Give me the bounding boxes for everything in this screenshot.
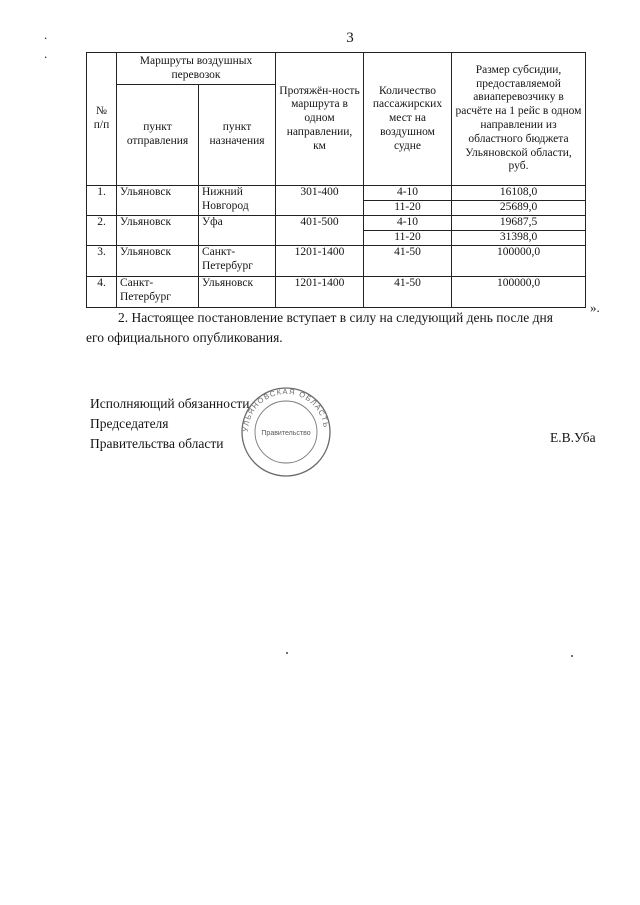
subsidy-cell: 19687,5 (452, 216, 586, 231)
signatory-name: Е.В.Уба (550, 430, 596, 445)
closing-quote: ». (590, 300, 600, 315)
stamp-ring-text: УЛЬЯНОВСКАЯ ОБЛАСТЬ (240, 386, 331, 433)
margin-mark: . (44, 27, 48, 42)
subsidy-routes-table (86, 52, 586, 308)
row-number: 2. (87, 216, 117, 246)
signature-title-line: Председателя (90, 415, 169, 431)
length-cell: 401-500 (276, 216, 364, 246)
departure-cell: Ульяновск (117, 186, 199, 216)
table-row (87, 277, 586, 308)
length-cell: 1201-1400 (276, 277, 364, 308)
header-subsidy: Размер субсидии, предоставляемой авиаперевозчику в расчёте на 1 рейс в одном направлении из областного бюджета Ульяновской области, руб. (452, 53, 586, 186)
signature-title-line: Правительства области (90, 435, 224, 451)
svg-text:УЛЬЯНОВСКАЯ ОБЛАСТЬ (241, 387, 331, 432)
seats-cell: 4-10 (364, 186, 452, 201)
table-row (87, 246, 586, 277)
header-seats: Количество пассажирских мест на воздушном судне (364, 53, 452, 186)
subsidy-cell: 25689,0 (452, 201, 586, 216)
seats-cell: 41-50 (364, 277, 452, 308)
subsidy-cell: 31398,0 (452, 231, 586, 246)
margin-mark: . (44, 46, 48, 61)
signature-title-line: Исполняющий обязанности (90, 396, 250, 411)
seats-cell: 11-20 (364, 231, 452, 246)
length-cell: 1201-1400 (276, 246, 364, 277)
destination-cell: Уфа (199, 216, 276, 246)
table-row (87, 216, 586, 231)
seats-cell: 41-50 (364, 246, 452, 277)
length-cell: 301-400 (276, 186, 364, 216)
destination-cell: Ульяновск (199, 277, 276, 308)
scan-speck (571, 655, 573, 657)
scan-speck (286, 652, 288, 654)
row-number: 3. (87, 246, 117, 277)
header-routes-group: Маршруты воздушных перевозок (117, 53, 276, 85)
page-number: 3 (346, 30, 354, 46)
destination-cell: Санкт-Петербург (199, 246, 276, 277)
official-stamp (238, 384, 334, 480)
signature-block (90, 394, 249, 454)
header-destination: пункт назначения (199, 85, 276, 186)
stamp-center-text: Правительство (261, 430, 311, 437)
departure-cell: Ульяновск (117, 246, 199, 277)
row-number: 1. (87, 186, 117, 216)
destination-cell: Нижний Новгород (199, 186, 276, 216)
paragraph-line: 2. Настоящее постановление вступает в силу на следующий день после дня (118, 310, 553, 325)
paragraph-line: его официального опубликования. (86, 329, 283, 345)
header-length: Протяжён-ность маршрута в одном направлении, км (276, 53, 364, 186)
departure-cell: Санкт-Петербург (117, 277, 199, 308)
header-departure: пункт отправления (117, 85, 199, 186)
departure-cell: Ульяновск (117, 216, 199, 246)
table-row (87, 186, 586, 201)
seats-cell: 4-10 (364, 216, 452, 231)
paragraph-2 (86, 308, 611, 347)
subsidy-cell: 100000,0 (452, 246, 586, 277)
row-number: 4. (87, 277, 117, 308)
seats-cell: 11-20 (364, 201, 452, 216)
subsidy-cell: 16108,0 (452, 186, 586, 201)
header-number: № п/п (87, 53, 117, 186)
subsidy-cell: 100000,0 (452, 277, 586, 308)
